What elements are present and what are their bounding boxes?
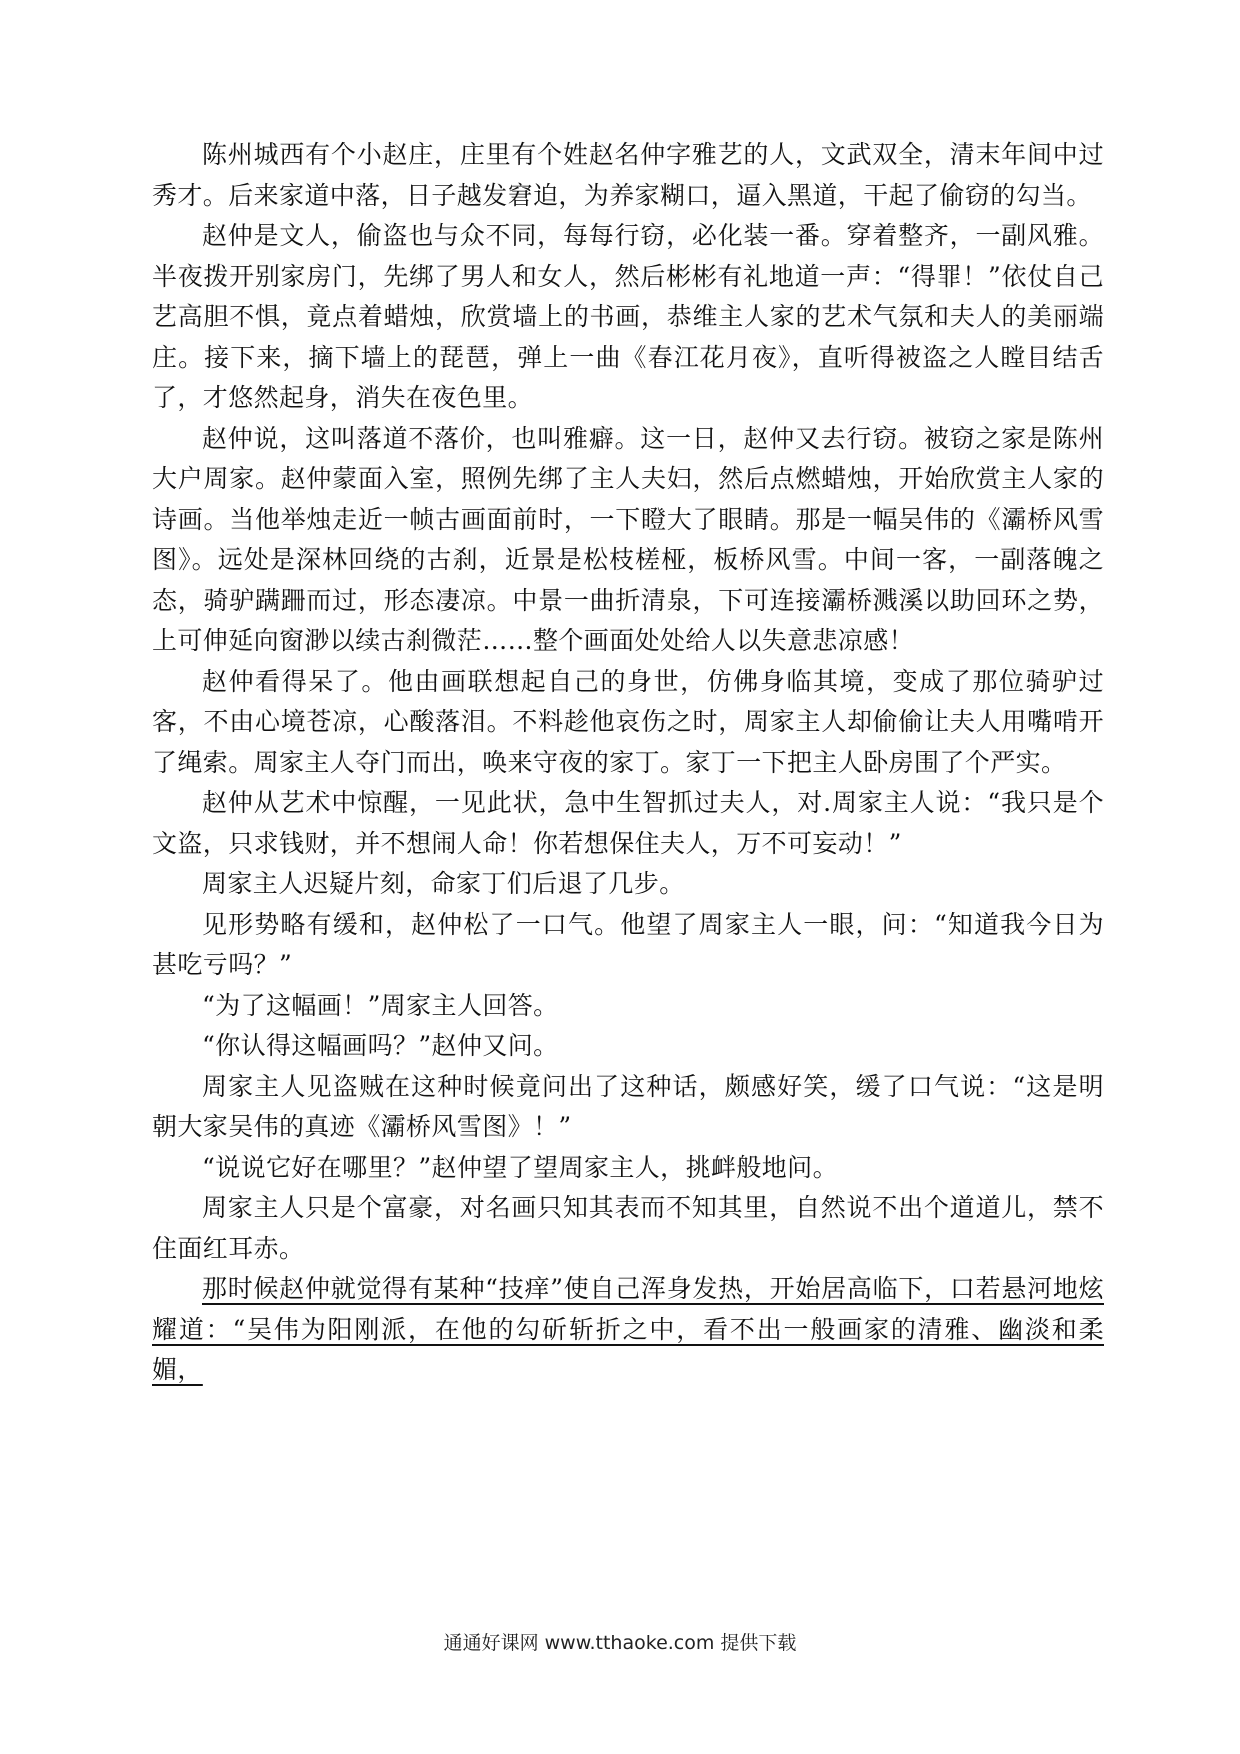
paragraph-10: 周家主人见盗贼在这种时候竟问出了这种话，颇感好笑，缓了口气说：“这是明朝大家吴伟的真迹《灞桥风雪图》！” bbox=[152, 1071, 1104, 1141]
paragraph-4: 赵仲看得呆了。他由画联想起自己的身世，仿佛身临其境，变成了那位骑驴过客，不由心境苍凉，心酸落泪。不料趁他哀伤之时，周家主人却偷偷让夫人用嘴啃开了绳索。周家主人夺门而出，唤来守夜的家丁。家丁一下把主人卧房围了个严实。 bbox=[152, 666, 1104, 777]
page-footer: 通通好课网 www.tthaoke.com 提供下载 bbox=[443, 1632, 797, 1654]
paragraph-7: 见形势略有缓和，赵仲松了一口气。他望了周家主人一眼，问：“知道我今日为甚吃亏吗？” bbox=[152, 909, 1104, 979]
paragraph-12: 周家主人只是个富豪，对名画只知其表而不知其里，自然说不出个道道儿，禁不住面红耳赤。 bbox=[152, 1193, 1104, 1263]
paragraph-2: 赵仲是文人，偷盗也与众不同，每每行窃，必化装一番。穿着整齐，一副风雅。半夜拨开别家房门，先绑了男人和女人，然后彬彬有礼地道一声：“得罪！”依仗自己艺高胆不惧，竟点着蜡烛，欣赏墙上的书画，恭维主人家的艺术气氛和夫人的美丽端庄。接下来，摘下墙上的琵琶，弹上一曲《春江花月夜》，直听得被盗之人瞠目结舌了，才悠然起身，消失在夜色里。 bbox=[152, 221, 1104, 412]
article-body bbox=[152, 135, 1104, 1391]
underlined-paragraph: 那时候赵仲就觉得有某种“技痒”使自己浑身发热，开始居高临下，口若悬河地炫耀道：“吴伟为阳刚派，在他的勾斫斩折之中，看不出一般画家的清雅、幽淡和柔媚， bbox=[152, 1274, 1104, 1384]
paragraph-1: 陈州城西有个小赵庄，庄里有个姓赵名仲字雅艺的人，文武双全，清末年间中过秀才。后来家道中落，日子越发窘迫，为养家糊口，逼入黑道，干起了偷窃的勾当。 bbox=[152, 140, 1104, 210]
paragraph-5: 赵仲从艺术中惊醒，一见此状，急中生智抓过夫人，对.周家主人说：“我只是个文盗，只求钱财，并不想闹人命！你若想保住夫人，万不可妄动！” bbox=[152, 788, 1104, 858]
paragraph-3: 赵仲说，这叫落道不落价，也叫雅癖。这一日，赵仲又去行窃。被窃之家是陈州大户周家。赵仲蒙面入室，照例先绑了主人夫妇，然后点燃蜡烛，开始欣赏主人家的诗画。当他举烛走近一帧古画面前时，一下瞪大了眼睛。那是一幅吴伟的《灞桥风雪图》。远处是深林回绕的古刹，近景是松枝槎桠，板桥风雪。中间一客，一副落魄之态，骑驴蹒跚而过，形态凄凉。中景一曲折清泉，下可连接灞桥溅溪以助回环之势，上可伸延向窗渺以续古刹微茫……整个画面处处给人以失意悲凉感！ bbox=[152, 423, 1104, 655]
paragraph-6: 周家主人迟疑片刻，命家丁们后退了几步。 bbox=[202, 869, 685, 898]
paragraph-9: “你认得这幅画吗？”赵仲又问。 bbox=[202, 1031, 559, 1060]
paragraph-8: “为了这幅画！”周家主人回答。 bbox=[202, 990, 559, 1020]
paragraph-11: “说说它好在哪里？”赵仲望了望周家主人，挑衅般地问。 bbox=[202, 1152, 838, 1182]
